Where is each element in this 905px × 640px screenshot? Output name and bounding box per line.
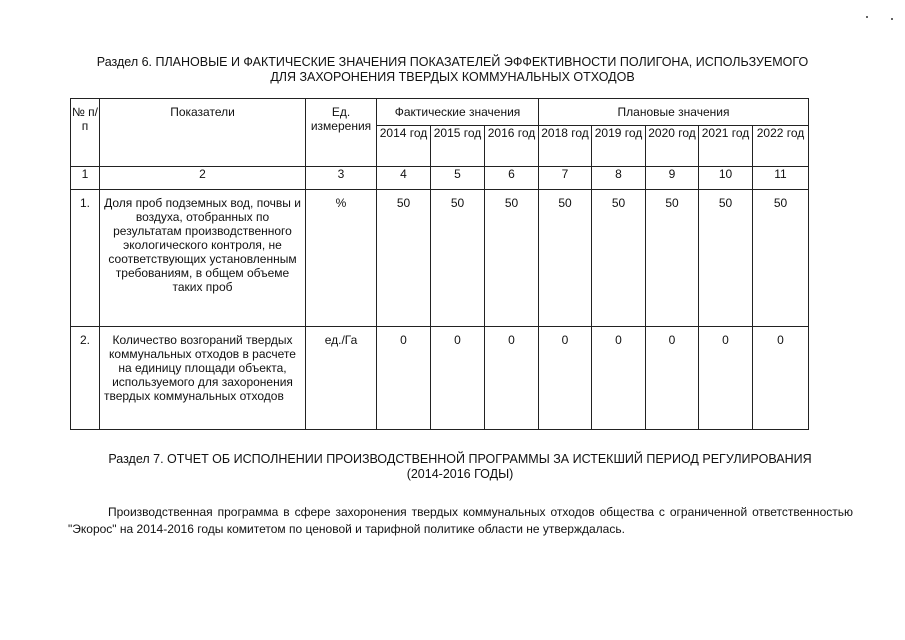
column-number: 8 xyxy=(592,167,646,190)
header-plan-group: Плановые значения xyxy=(539,99,809,126)
header-fact-group: Фактические значения xyxy=(377,99,539,126)
row-value: 0 xyxy=(592,327,646,430)
row-unit: ед./Га xyxy=(306,327,377,430)
year-cell: 2016 год xyxy=(485,126,539,167)
row-value: 50 xyxy=(377,190,431,327)
indicators-table xyxy=(70,98,809,430)
column-number: 11 xyxy=(753,167,809,190)
row-num: 2. xyxy=(71,327,100,430)
row-value: 50 xyxy=(646,190,699,327)
row-value: 0 xyxy=(646,327,699,430)
table-row xyxy=(71,327,809,430)
year-cell: 2022 год xyxy=(753,126,809,167)
row-indicator: Количество возгораний твердых коммунальных отходов в расчете на единицу площади объекта, используемого для захоронения твердых коммунальных отходов xyxy=(100,327,306,430)
year-cell: 2020 год xyxy=(646,126,699,167)
section-6-title-line2: ДЛЯ ЗАХОРОНЕНИЯ ТВЕРДЫХ КОММУНАЛЬНЫХ ОТХОДОВ xyxy=(270,70,635,84)
header-indicators: Показатели xyxy=(100,99,306,167)
row-value: 50 xyxy=(699,190,753,327)
column-number: 6 xyxy=(485,167,539,190)
row-unit: % xyxy=(306,190,377,327)
row-value: 0 xyxy=(485,327,539,430)
row-value: 0 xyxy=(431,327,485,430)
table-row xyxy=(71,190,809,327)
row-value: 50 xyxy=(539,190,592,327)
column-number: 5 xyxy=(431,167,485,190)
row-value: 50 xyxy=(592,190,646,327)
section-6-title-line1: Раздел 6. ПЛАНОВЫЕ И ФАКТИЧЕСКИЕ ЗНАЧЕНИЯ ПОКАЗАТЕЛЕЙ ЭФФЕКТИВНОСТИ ПОЛИГОНА, ИСПОЛЬЗУЕМОГО xyxy=(96,55,809,69)
row-value: 0 xyxy=(539,327,592,430)
row-value: 0 xyxy=(699,327,753,430)
row-value: 50 xyxy=(753,190,809,327)
header-num: № п/п xyxy=(71,99,100,167)
column-number: 9 xyxy=(646,167,699,190)
section-7-title-line1: Раздел 7. ОТЧЕТ ОБ ИСПОЛНЕНИИ ПРОИЗВОДСТВЕННОЙ ПРОГРАММЫ ЗА ИСТЕКШИЙ ПЕРИОД РЕГУЛИРОВАНИЯ xyxy=(108,452,812,466)
section-6-title xyxy=(0,55,905,85)
section-7-title-line2: (2014-2016 ГОДЫ) xyxy=(406,467,514,481)
scan-speck xyxy=(891,18,893,20)
row-value: 50 xyxy=(485,190,539,327)
table-header-row xyxy=(71,99,809,126)
column-number: 10 xyxy=(699,167,753,190)
scan-speck xyxy=(866,16,868,18)
column-number: 2 xyxy=(100,167,306,190)
section-7-title xyxy=(40,452,880,482)
year-cell: 2018 год xyxy=(539,126,592,167)
row-indicator: Доля проб подземных вод, почвы и воздуха, отобранных по результатам производственного экологического контроля, не соответствующих установленным требованиям, в общем объеме таких проб xyxy=(100,190,306,327)
row-value: 50 xyxy=(431,190,485,327)
row-value: 0 xyxy=(377,327,431,430)
header-unit: Ед. измерения xyxy=(306,99,377,167)
row-value: 0 xyxy=(753,327,809,430)
column-numbers-row xyxy=(71,167,809,190)
section-7-paragraph: Производственная программа в сфере захоронения твердых коммунальных отходов общества с ограниченной ответственностью "Экорос" на 2014-2016 годы комитетом по ценовой и тарифной политике области не утверждалась. xyxy=(68,505,853,536)
column-number: 4 xyxy=(377,167,431,190)
year-cell: 2015 год xyxy=(431,126,485,167)
year-cell: 2021 год xyxy=(699,126,753,167)
column-number: 1 xyxy=(71,167,100,190)
column-number: 3 xyxy=(306,167,377,190)
year-cell: 2019 год xyxy=(592,126,646,167)
year-cell: 2014 год xyxy=(377,126,431,167)
row-num: 1. xyxy=(71,190,100,327)
column-number: 7 xyxy=(539,167,592,190)
